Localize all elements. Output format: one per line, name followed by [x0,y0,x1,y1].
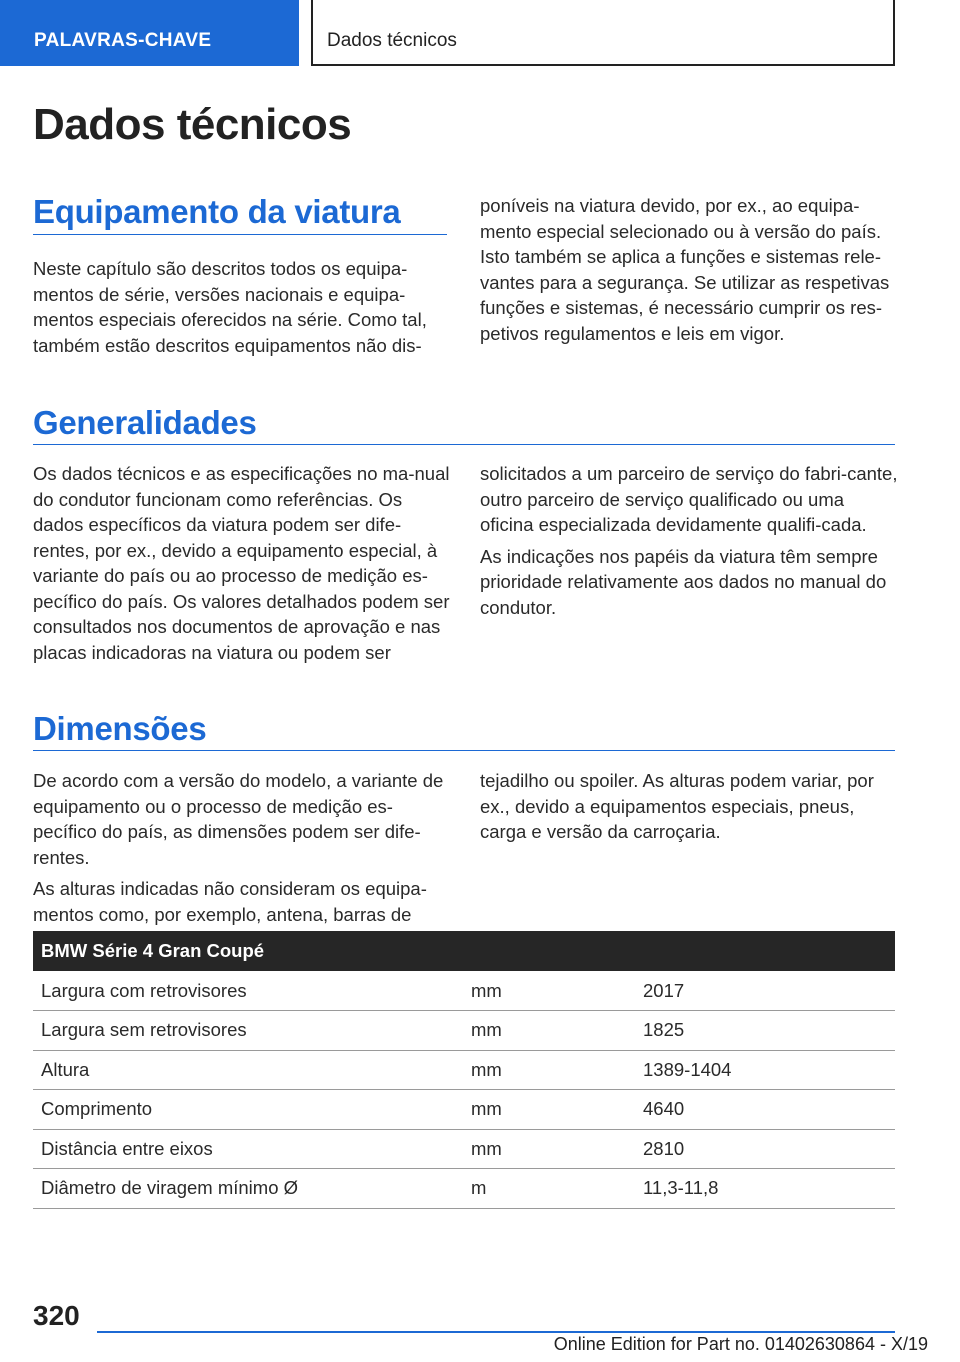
row-label: Comprimento [33,1090,463,1130]
row-label: Distância entre eixos [33,1129,463,1169]
table-title: BMW Série 4 Gran Coupé [33,931,895,971]
table-row [33,1050,895,1090]
table-row [33,1090,895,1130]
table-row [33,1129,895,1169]
section-rule-equipment [33,234,447,235]
row-value: 2017 [635,971,895,1011]
dimensions-text-left [33,768,453,933]
general-text-left [33,461,453,671]
footer-rule [97,1331,895,1333]
table-row [33,1169,895,1209]
section-heading-general: Generalidades [33,404,257,441]
edition-note: Online Edition for Part no. 01402630864 - X/19 [553,1334,928,1354]
row-value: 4640 [635,1090,895,1130]
row-unit: mm [463,1050,635,1090]
keywords-tab[interactable]: PALAVRAS-CHAVE [0,0,299,66]
page-title: Dados técnicos [33,100,352,149]
row-unit: mm [463,1129,635,1169]
section-rule-general [33,444,895,445]
paragraph: As alturas indicadas não consideram os equipa-mentos como, por exemplo, antena, barras de [33,878,427,925]
row-label: Largura sem retrovisores [33,1011,463,1051]
row-label: Diâmetro de viragem mínimo Ø [33,1169,463,1209]
equipment-text-left [33,256,453,364]
general-text-right [480,461,900,626]
row-value: 1825 [635,1011,895,1051]
paragraph: As indicações nos papéis da viatura têm sempre prioridade relativamente aos dados no manual do condutor. [480,545,887,618]
paragraph: Os dados técnicos e as especificações no ma-nual do condutor funcionam como referências. Os dados específicos da viatura podem ser dife-rentes, por ex., devido a equipamento especial, à variante do país ou ao processo de medição es-pecífico do país. Os valores detalhados podem ser consultados nos documentos de aprovação e nas placas indicadoras na viatura ou podem ser [33,463,450,663]
table-header-row [33,931,895,971]
dimensions-table [33,931,895,1209]
paragraph: poníveis na viatura devido, por ex., ao equipa-mento especial selecionado ou à versão do país. Isto também se aplica a funções e sistemas rele-vantes para a segurança. Se utilizar as respetivas funções e sistemas, é necessário cumprir os res-petivos regulamentos e leis em vigor. [480,195,890,344]
topic-tab[interactable]: Dados técnicos [311,0,895,66]
table-row [33,971,895,1011]
table-row [33,1011,895,1051]
row-label: Altura [33,1050,463,1090]
row-unit: m [463,1169,635,1209]
row-unit: mm [463,971,635,1011]
row-value: 11,3-11,8 [635,1169,895,1209]
row-label: Largura com retrovisores [33,971,463,1011]
paragraph: solicitados a um parceiro de serviço do fabri-cante, outro parceiro de serviço qualificado ou uma oficina especializada devidamente qualifi-cada. [480,463,898,535]
row-unit: mm [463,1011,635,1051]
row-value: 2810 [635,1129,895,1169]
row-unit: mm [463,1090,635,1130]
section-heading-dimensions: Dimensões [33,710,207,747]
header-tabbar [0,0,960,66]
section-rule-dimensions [33,750,895,751]
paragraph: tejadilho ou spoiler. As alturas podem variar, por ex., devido a equipamentos especiais, pneus, carga e versão da carroçaria. [480,770,874,842]
equipment-text-right [480,193,900,352]
section-heading-equipment: Equipamento da viatura [33,193,401,230]
row-value: 1389-1404 [635,1050,895,1090]
paragraph: De acordo com a versão do modelo, a variante de equipamento ou o processo de medição es-pecífico do país, as dimensões podem ser dife-rentes. [33,770,444,868]
paragraph: Neste capítulo são descritos todos os equipa-mentos de série, versões nacionais e equipa-mentos especiais oferecidos na série. Como tal, também estão descritos equipamentos não dis- [33,258,427,356]
page-number: 320 [33,1300,80,1331]
dimensions-text-right [480,768,900,851]
